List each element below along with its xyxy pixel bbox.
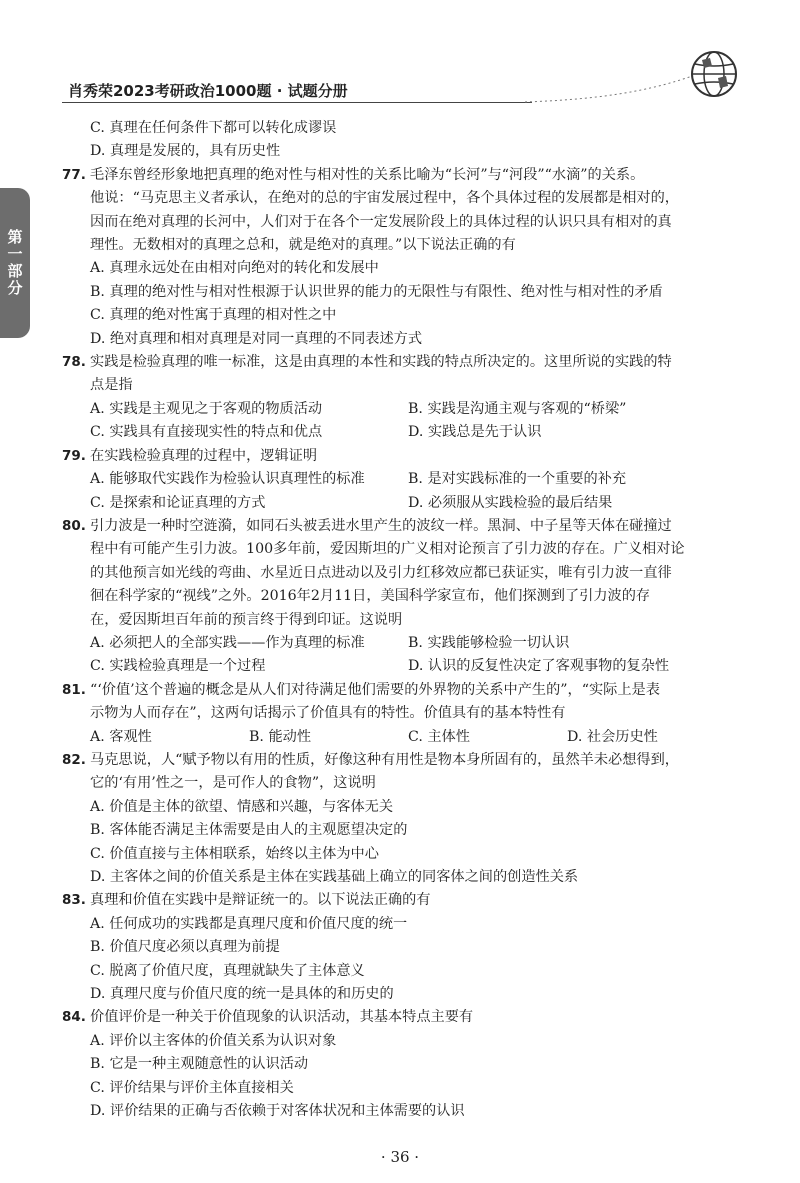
- answer-option: C. 脱离了价值尺度，真理就缺失了主体意义: [90, 962, 365, 979]
- running-header-title: 肖秀荣2023考研政治1000题 · 试题分册: [68, 82, 348, 100]
- answer-option: B. 实践是沟通主观与客观的“桥梁”: [408, 400, 627, 417]
- question-text-line: 点是指: [90, 377, 133, 394]
- answer-option-row: [62, 398, 752, 421]
- answer-option: C. 实践具有直接现实性的特点和优点: [90, 424, 323, 441]
- question-text: 在实践检验真理的过程中，逻辑证明: [90, 447, 318, 464]
- question-number: 80.: [62, 517, 86, 534]
- question-stem: [62, 889, 752, 912]
- answer-option: A. 价值是主体的欲望、情感和兴趣，与客体无关: [90, 798, 394, 815]
- question-number: 81.: [62, 681, 86, 698]
- question-text: 价值评价是一种关于价值现象的认识活动，其基本特点主要有: [90, 1009, 474, 1026]
- question-text-line: 它的‘有用’性之一，是可作人的食物”，这说明: [90, 775, 376, 792]
- question-stem: [62, 679, 752, 702]
- question-stem: [62, 351, 752, 374]
- question-stem: [62, 164, 752, 187]
- answer-option: A. 必须把人的全部实践——作为真理的标准: [90, 634, 365, 651]
- answer-option-row: [62, 632, 752, 655]
- question-text-line: 在，爱因斯坦百年前的预言终于得到印证。这说明: [90, 611, 403, 628]
- answer-option: D. 绝对真理和相对真理是对同一真理的不同表述方式: [90, 330, 423, 347]
- question-text: 毛泽东曾经形象地把真理的绝对性与相对性的关系比喻为“长河”与“河段”“水滴”的关系。: [90, 166, 645, 183]
- question-list: [62, 117, 752, 1123]
- question-number: 84.: [62, 1009, 86, 1026]
- answer-option: D. 真理尺度与价值尺度的统一是具体的和历史的: [90, 986, 394, 1003]
- answer-option-row: [62, 468, 752, 491]
- question-stem: [62, 445, 752, 468]
- answer-option-row: [62, 492, 752, 515]
- question-text-line: 徊在科学家的“视线”之外。2016年2月11日，美国科学家宣布，他们探测到了引力波的存: [90, 588, 651, 605]
- answer-option: B. 它是一种主观随意性的认识活动: [90, 1056, 309, 1073]
- question-stem: [62, 515, 752, 538]
- question-text: 引力波是一种时空涟漪，如同石头被丢进水里产生的波纹一样。黑洞、中子星等天体在碰撞过: [90, 517, 672, 534]
- question-number: 83.: [62, 892, 86, 909]
- question-text-line: 的其他预言如光线的弯曲、水星近日点进动以及引力红移效应都已获证实，唯有引力波一直徘: [90, 564, 672, 581]
- answer-option: D. 实践总是先于认识: [408, 424, 542, 441]
- question-text: 真理和价值在实践中是辩证统一的。以下说法正确的有: [90, 892, 431, 909]
- answer-option: C. 实践检验真理是一个过程: [90, 658, 266, 675]
- globe-icon: [688, 48, 740, 100]
- answer-option: A. 任何成功的实践都是真理尺度和价值尺度的统一: [90, 915, 408, 932]
- answer-option: D. 评价结果的正确与否依赖于对客体状况和主体需要的认识: [90, 1103, 465, 1120]
- answer-option: A. 客观性: [90, 728, 152, 745]
- question-text-line: 他说：“马克思主义者承认，在绝对的总的宇宙发展过程中，各个具体过程的发展都是相对的，: [90, 190, 679, 207]
- question-number: 77.: [62, 166, 86, 183]
- answer-option: B. 真理的绝对性与相对性根源于认识世界的能力的无限性与有限性、绝对性与相对性的矛盾: [90, 283, 663, 300]
- answer-option-row: [62, 655, 752, 678]
- question-text-line: 理性。无数相对的真理之总和，就是绝对的真理。”以下说法正确的有: [90, 237, 516, 254]
- answer-option: D. 社会历史性: [567, 728, 658, 745]
- answer-option: B. 能动性: [249, 728, 312, 745]
- answer-option: D. 主客体之间的价值关系是主体在实践基础上确立的同客体之间的创造性关系: [90, 869, 579, 885]
- question-stem: [62, 749, 752, 772]
- question-text: “‘价值’这个普遍的概念是从人们对待满足他们需要的外界物的关系中产生的”，“实际上是表: [90, 681, 660, 698]
- answer-option-row: [62, 726, 752, 749]
- answer-option: D. 必须服从实践检验的最后结果: [408, 494, 613, 511]
- part-side-tab: 第一部分: [0, 188, 30, 338]
- question-text: 实践是检验真理的唯一标准，这是由真理的本性和实践的特点所决定的。这里所说的实践的特: [90, 354, 672, 371]
- header-rule: [62, 102, 532, 103]
- answer-option: C. 主体性: [408, 728, 470, 745]
- header-decorative-curve: [520, 40, 800, 110]
- answer-option: B. 实践能够检验一切认识: [408, 634, 570, 651]
- answer-option: A. 能够取代实践作为检验认识真理性的标准: [90, 471, 365, 488]
- answer-option: B. 客体能否满足主体需要是由人的主观愿望决定的: [90, 822, 408, 839]
- page-number: · 36 ·: [380, 1148, 420, 1166]
- answer-option: D. 认识的反复性决定了客观事物的复杂性: [408, 658, 670, 675]
- answer-option: C. 评价结果与评价主体直接相关: [90, 1079, 294, 1096]
- answer-option: C. 价值直接与主体相联系，始终以主体为中心: [90, 845, 379, 862]
- question-text-line: 示物为人而存在”，这两句话揭示了价值具有的特性。价值具有的基本特性有: [90, 705, 566, 722]
- question-text: 马克思说，人“赋予物以有用的性质，好像这种有用性是物本身所固有的，虽然羊未必想得到，: [90, 751, 679, 768]
- question-number: 82.: [62, 751, 86, 768]
- answer-option: C. 是探索和论证真理的方式: [90, 494, 266, 511]
- answer-option: C. 真理在任何条件下都可以转化成谬误: [90, 120, 337, 136]
- question-text-line: 因而在绝对真理的长河中，人们对于在各个一定发展阶段上的具体过程的认识只具有相对的真: [90, 213, 672, 230]
- answer-option: C. 真理的绝对性寓于真理的相对性之中: [90, 307, 337, 324]
- question-number: 79.: [62, 447, 86, 464]
- answer-option: A. 实践是主观见之于客观的物质活动: [90, 400, 323, 417]
- answer-option: A. 评价以主客体的价值关系为认识对象: [90, 1032, 337, 1049]
- question-stem: [62, 1006, 752, 1029]
- answer-option: D. 真理是发展的，具有历史性: [90, 143, 281, 160]
- answer-option: B. 价值尺度必须以真理为前提: [90, 939, 280, 956]
- question-number: 78.: [62, 354, 86, 371]
- answer-option-row: [62, 421, 752, 444]
- question-text-line: 程中有可能产生引力波。100多年前，爱因斯坦的广义相对论预言了引力波的存在。广义相对论: [90, 541, 685, 558]
- answer-option: A. 真理永远处在由相对向绝对的转化和发展中: [90, 260, 379, 277]
- answer-option: B. 是对实践标准的一个重要的补充: [408, 471, 627, 488]
